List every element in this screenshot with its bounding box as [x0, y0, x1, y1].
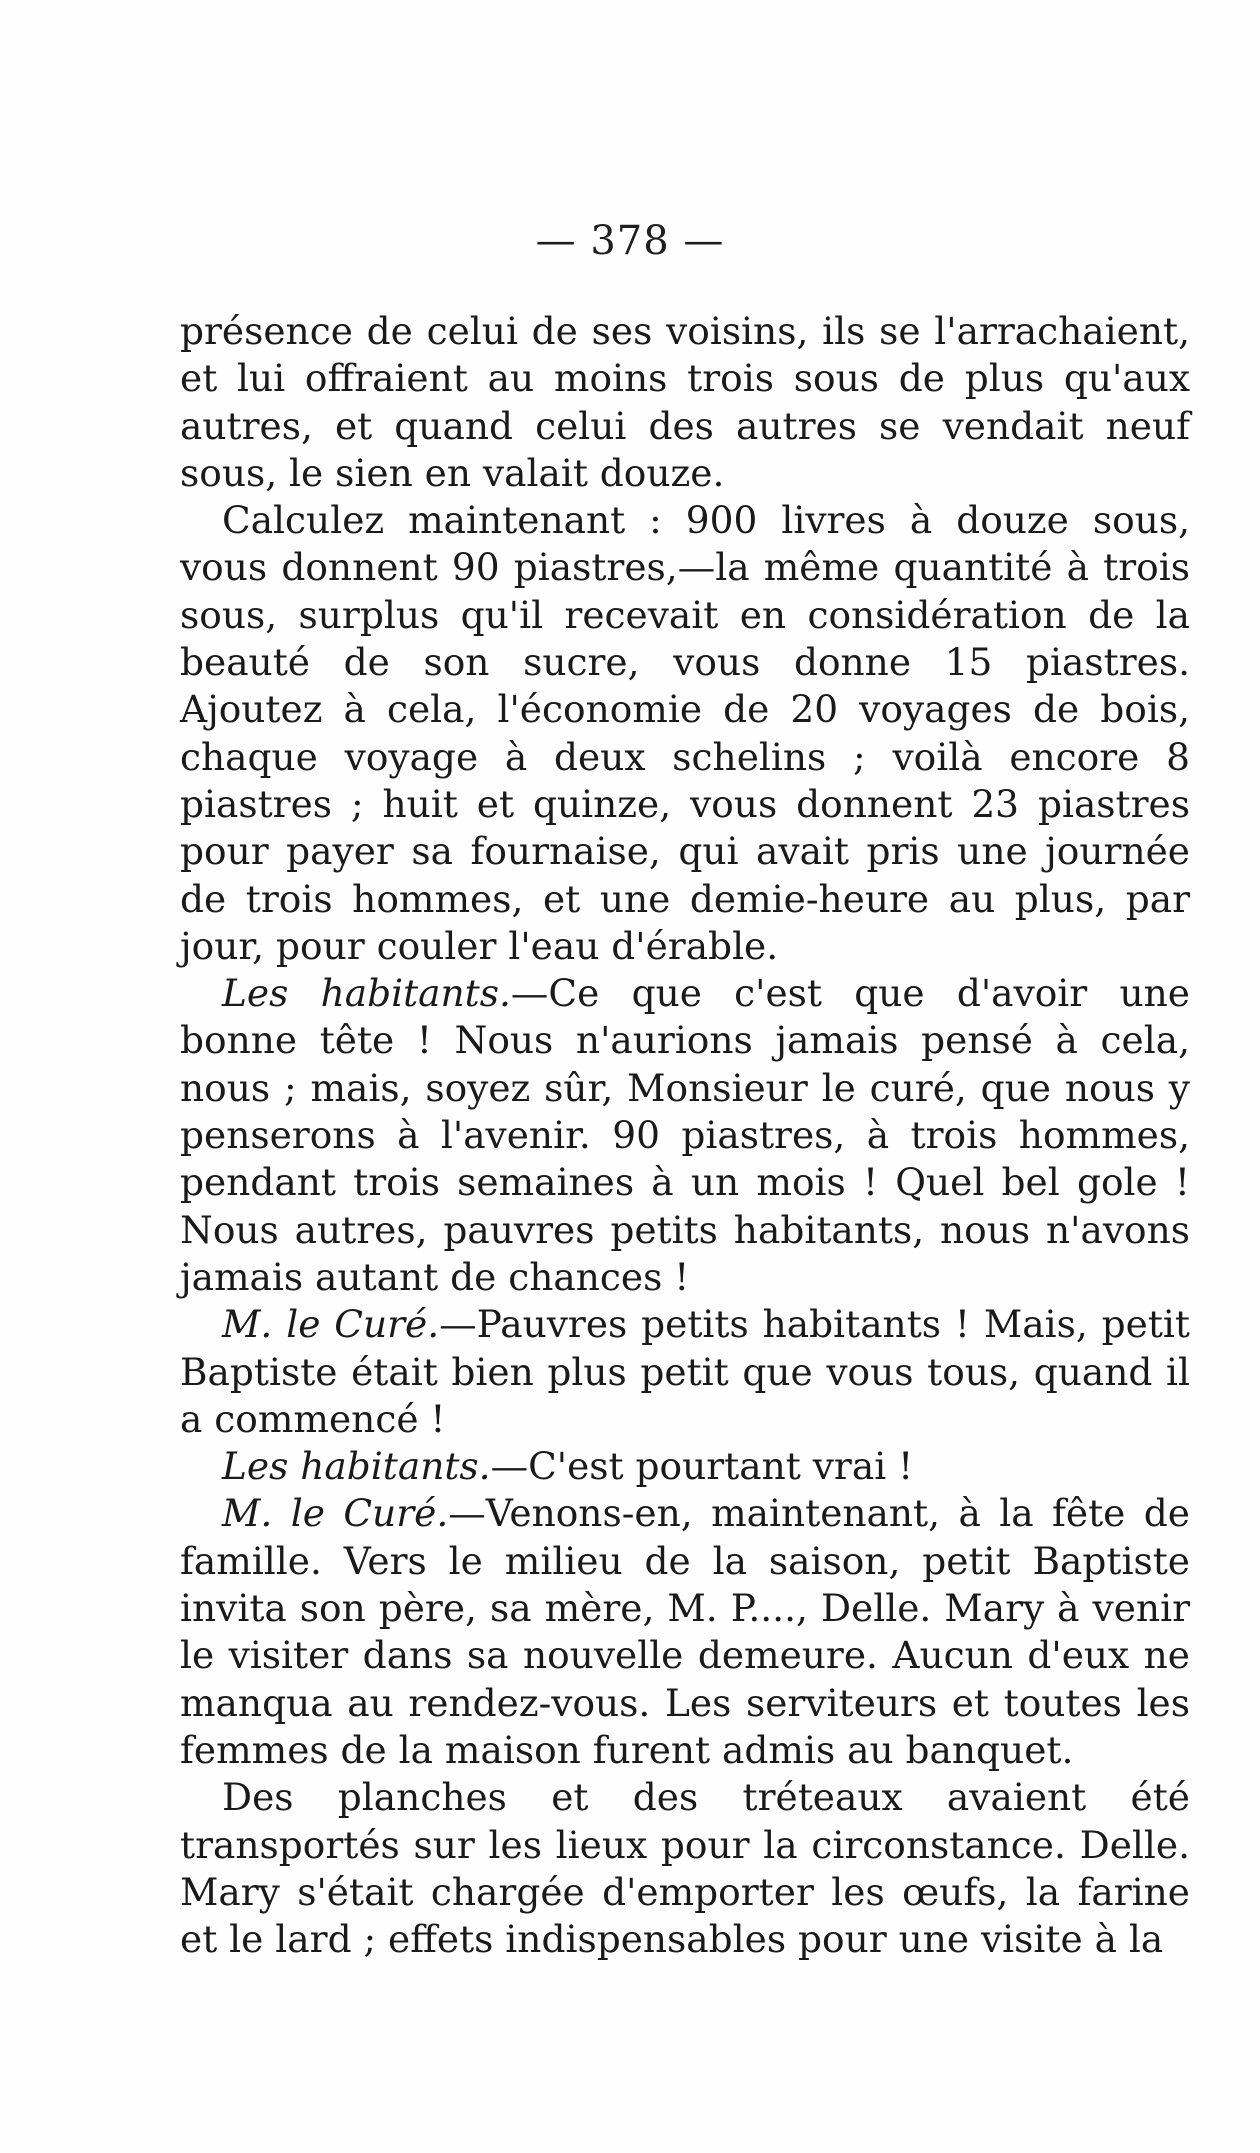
paragraph-text: présence de celui de ses voisins, ils se l'arrachaient, et lui offraient au moins trois sous de plus qu'aux autres, et quand celui des autres se vendait neuf sous, le sien en valait douze. — [180, 309, 1190, 495]
page-text — [180, 308, 1190, 1963]
speaker-label: Les habitants. — [222, 971, 511, 1016]
page-number: — 378 — — [535, 218, 725, 264]
paragraph-text: —Venons-en, maintenant, à la fête de famille. Vers le milieu de la saison, petit Baptiste invita son père, sa mère, M. P...., Delle. Mary à venir le visiter dans sa nouvelle demeure. Aucun d'eux ne manqua au rendez-vous. Les serviteurs et toutes les femmes de la maison furent admis au banquet. — [180, 1491, 1190, 1772]
paragraph — [180, 1490, 1190, 1774]
paragraph — [180, 497, 1190, 970]
paragraph — [180, 970, 1190, 1301]
paragraph — [180, 308, 1190, 497]
paragraph-text: Calculez maintenant : 900 livres à douze sous, vous donnent 90 piastres,—la même quantité à trois sous, surplus qu'il recevait en considération de la beauté de son sucre, vous donne 15 piastres. Ajoutez à cela, l'économie de 20 voyages de bois, chaque voyage à deux schelins ; voilà encore 8 piastres ; huit et quinze, vous donnent 23 piastres pour payer sa fournaise, qui avait pris une journée de trois hommes, et une demie-heure au plus, par jour, pour couler l'eau d'érable. — [180, 498, 1190, 968]
paragraph-text: Des planches et des tréteaux avaient été transportés sur les lieux pour la circonstance. Delle. Mary s'était chargée d'emporter les œufs, la farine et le lard ; effets indispensables pour une visite à la — [180, 1775, 1190, 1962]
speaker-label: M. le Curé. — [222, 1491, 449, 1536]
paragraph — [180, 1443, 1190, 1490]
speaker-label: Les habitants. — [222, 1444, 491, 1489]
speaker-label: M. le Curé. — [222, 1302, 440, 1347]
paragraph-text: —Ce que c'est que d'avoir une bonne tête ! Nous n'aurions jamais pensé à cela, nous ; mais, soyez sûr, Monsieur le curé, que nous y penserons à l'avenir. 90 piastres, à trois hommes, pendant trois semaines à un mois ! Quel bel gole ! Nous autres, pauvres petits habitants, nous n'avons jamais autant de chances ! — [180, 971, 1190, 1299]
paragraph-text: —Pauvres petits habitants ! Mais, petit Baptiste était bien plus petit que vous tous, quand il a commencé ! — [180, 1302, 1190, 1441]
paragraph — [180, 1774, 1190, 1963]
paragraph-text: —C'est pourtant vrai ! — [490, 1444, 914, 1489]
paragraph — [180, 1301, 1190, 1443]
